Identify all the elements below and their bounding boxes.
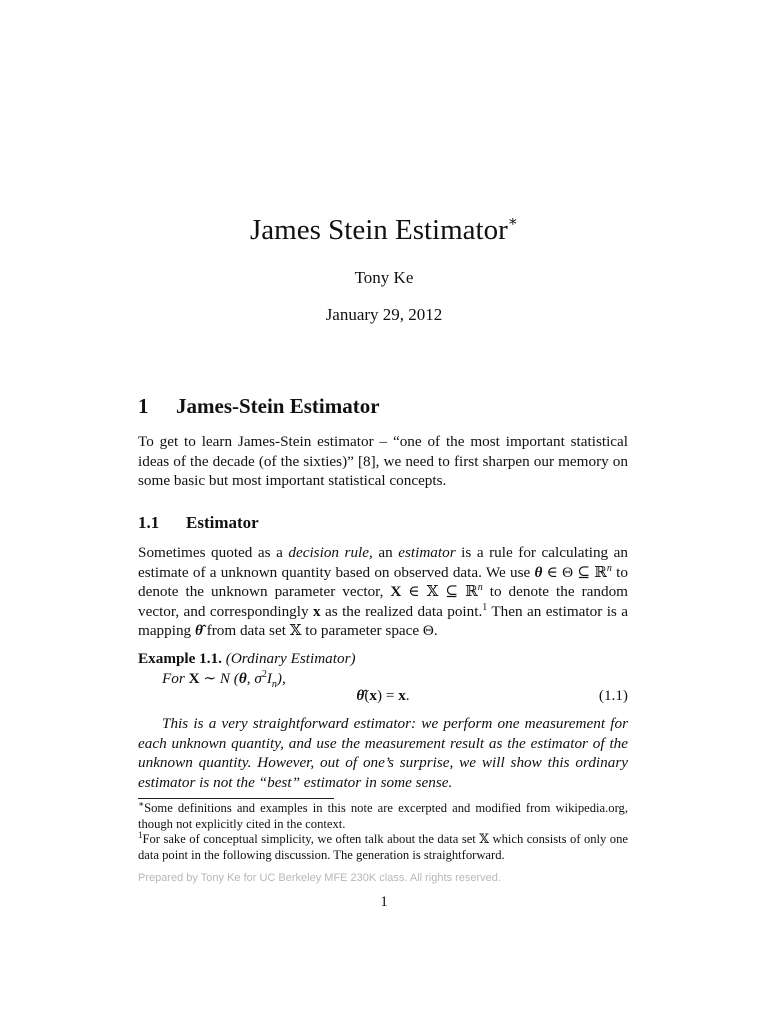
example-remark: This is a very straightforward estimator: we perform one measurement for each unknown quantity, and use the measurement result as the estimator of the unknown quantity. However, out of one’s surprise, we will show this ordinary estimator is not the “best” estimator in some sense.	[138, 715, 628, 791]
equation-number: (1.1)	[598, 687, 628, 704]
example-label: Example 1.1.	[138, 650, 222, 667]
subsection-number: 1.1	[138, 513, 160, 532]
math-superscript: 2	[261, 668, 267, 680]
math-theta: θ	[534, 563, 543, 581]
section-heading	[138, 394, 380, 419]
footnote-ref: 1	[482, 601, 488, 613]
footnote-title	[138, 800, 628, 832]
page-number: 1	[380, 893, 388, 910]
text-span: Then an estimator is a mapping	[138, 602, 628, 640]
math-superscript: n	[606, 562, 612, 574]
math-span: , σ	[246, 670, 262, 687]
footnote-rule	[138, 798, 334, 799]
math-superscript: n	[477, 582, 483, 594]
text-span: Sometimes quoted as a	[138, 544, 289, 561]
math-span: ) =	[376, 687, 399, 704]
math-theta: θ	[238, 670, 247, 687]
math-span: ),	[276, 670, 286, 687]
equation-expression	[138, 687, 628, 705]
math-subscript: n	[271, 679, 277, 691]
term-estimator: estimator	[398, 544, 456, 561]
author-name: Tony Ke	[354, 268, 414, 287]
math-x: x	[369, 687, 377, 704]
title-footnote-mark: ∗	[507, 214, 518, 231]
section-number: 1	[138, 394, 149, 418]
estimator-paragraph	[138, 543, 628, 641]
math-X: X	[390, 583, 402, 601]
math-X: X	[188, 670, 200, 687]
text-span: is a rule for calculating an estimate of a unknown quantity based on observed data. We use	[138, 544, 629, 581]
footnote-1	[138, 831, 628, 863]
math-theta-hat: θ̂	[356, 687, 365, 704]
math-span: .	[405, 687, 410, 704]
math-span: ∼ N (	[199, 670, 239, 687]
example-heading	[138, 650, 356, 668]
math-span: I	[266, 670, 272, 687]
footnote-text: Some definitions and examples in this note are excerpted and modified from wikipedia.org, though not explicitly cited in the context.	[138, 801, 628, 831]
text-span: to denote the unknown parameter vector,	[138, 563, 628, 601]
example-name: (Ordinary Estimator)	[225, 650, 356, 667]
text-span: from data set 𝕏 to parameter space Θ.	[202, 622, 438, 640]
subsection-heading	[138, 513, 259, 533]
section-title: James-Stein Estimator	[176, 394, 380, 418]
paper-date: January 29, 2012	[325, 305, 443, 324]
intro-paragraph: To get to learn James-Stein estimator – “one of the most important statistical ideas of the decade (of the sixties)” [8], we need to first sharpen our memory on some basic but most important statistical concepts.	[138, 433, 628, 490]
math-span: (	[364, 687, 370, 704]
math-x: x	[313, 602, 321, 620]
footnote-mark: ∗	[138, 798, 145, 809]
math-x: x	[398, 687, 406, 704]
footnote-text: For sake of conceptual simplicity, we often talk about the data set 𝕏 which consists of only one data point in the following discussion. The generation is straightforward.	[138, 832, 628, 862]
math-theta-hat: θ̂	[194, 622, 203, 640]
text-span: as the realized data point.	[320, 602, 483, 620]
paper-title	[0, 214, 768, 247]
text-span: to denote the random vector, and correspondingly	[138, 583, 628, 620]
term-decision-rule: decision rule	[288, 544, 370, 561]
math-span: ∈ Θ ⊆ ℝ	[542, 563, 607, 581]
title-text: James Stein Estimator	[250, 214, 508, 246]
math-span: ∈ 𝕏 ⊆ ℝ	[401, 583, 478, 601]
watermark-text: Prepared by Tony Ke for UC Berkeley MFE 230K class. All rights reserved.	[138, 872, 501, 884]
text-span: For	[162, 670, 189, 687]
footnote-mark: 1	[138, 829, 143, 840]
text-span: , an	[369, 544, 399, 561]
subsection-title: Estimator	[186, 513, 259, 532]
